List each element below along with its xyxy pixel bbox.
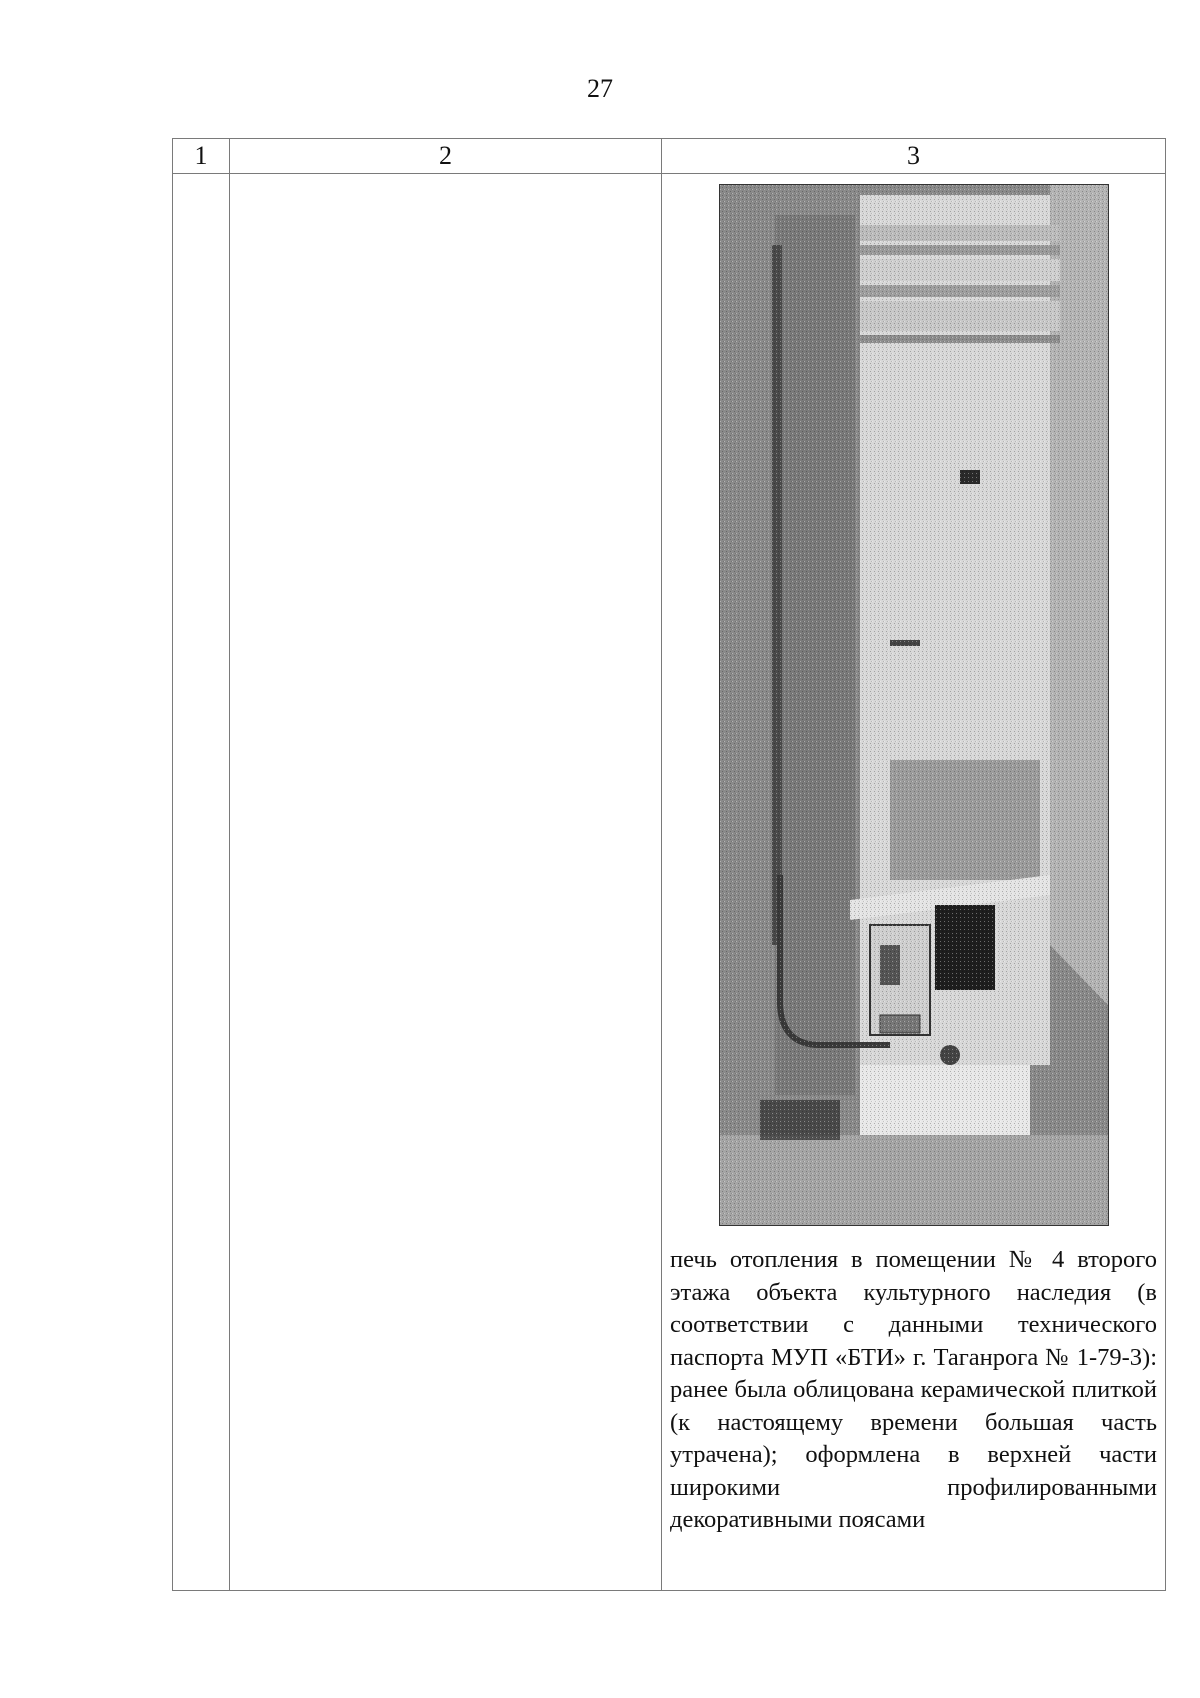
document-table (172, 138, 1166, 1591)
column-header-1: 1 (173, 139, 230, 174)
page-number: 27 (587, 74, 613, 103)
photo-caption: печь отопления в помещении № 4 второго этажа объекта культурного наследия (в соответствии с данными технического паспорта МУП «БТИ» г. Таганрога № 1-79-3): ранее была облицована керамической плиткой (к настоящему времени большая часть утрачена); оформлена в верхней части широкими профилированными декоративными поясами (670, 1246, 1157, 1533)
table-header-row (173, 139, 1166, 174)
cell-col3 (662, 174, 1166, 1591)
cell-col2 (230, 174, 662, 1591)
cell-col1 (173, 174, 230, 1591)
column-header-2: 2 (230, 139, 662, 174)
column-header-3: 3 (662, 139, 1166, 174)
stove-photo (719, 184, 1109, 1226)
table-row (173, 174, 1166, 1591)
